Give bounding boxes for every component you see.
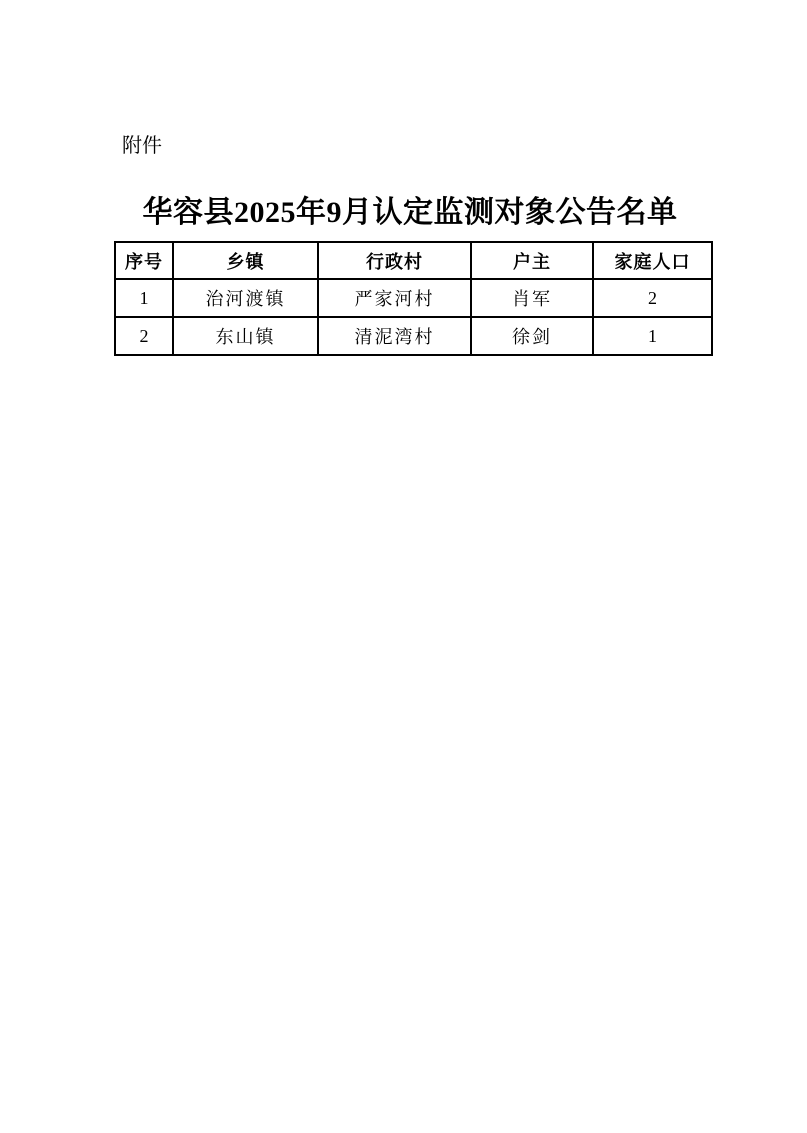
column-header-serial-number: 序号 — [115, 242, 173, 279]
column-header-family-population: 家庭人口 — [593, 242, 712, 279]
cell-township: 治河渡镇 — [173, 279, 318, 317]
cell-household-head: 肖军 — [471, 279, 593, 317]
monitoring-list-table — [114, 241, 713, 356]
document-title: 华容县2025年9月认定监测对象公告名单 — [142, 196, 678, 229]
cell-serial-number: 2 — [115, 317, 173, 355]
table-row — [115, 279, 712, 317]
attachment-label: 附件 — [122, 135, 162, 157]
cell-family-population: 2 — [593, 279, 712, 317]
cell-household-head: 徐剑 — [471, 317, 593, 355]
table-row — [115, 317, 712, 355]
column-header-administrative-village: 行政村 — [318, 242, 471, 279]
cell-administrative-village: 清泥湾村 — [318, 317, 471, 355]
cell-family-population: 1 — [593, 317, 712, 355]
table-header-row — [115, 242, 712, 279]
cell-township: 东山镇 — [173, 317, 318, 355]
cell-serial-number: 1 — [115, 279, 173, 317]
cell-administrative-village: 严家河村 — [318, 279, 471, 317]
column-header-household-head: 户主 — [471, 242, 593, 279]
column-header-township: 乡镇 — [173, 242, 318, 279]
